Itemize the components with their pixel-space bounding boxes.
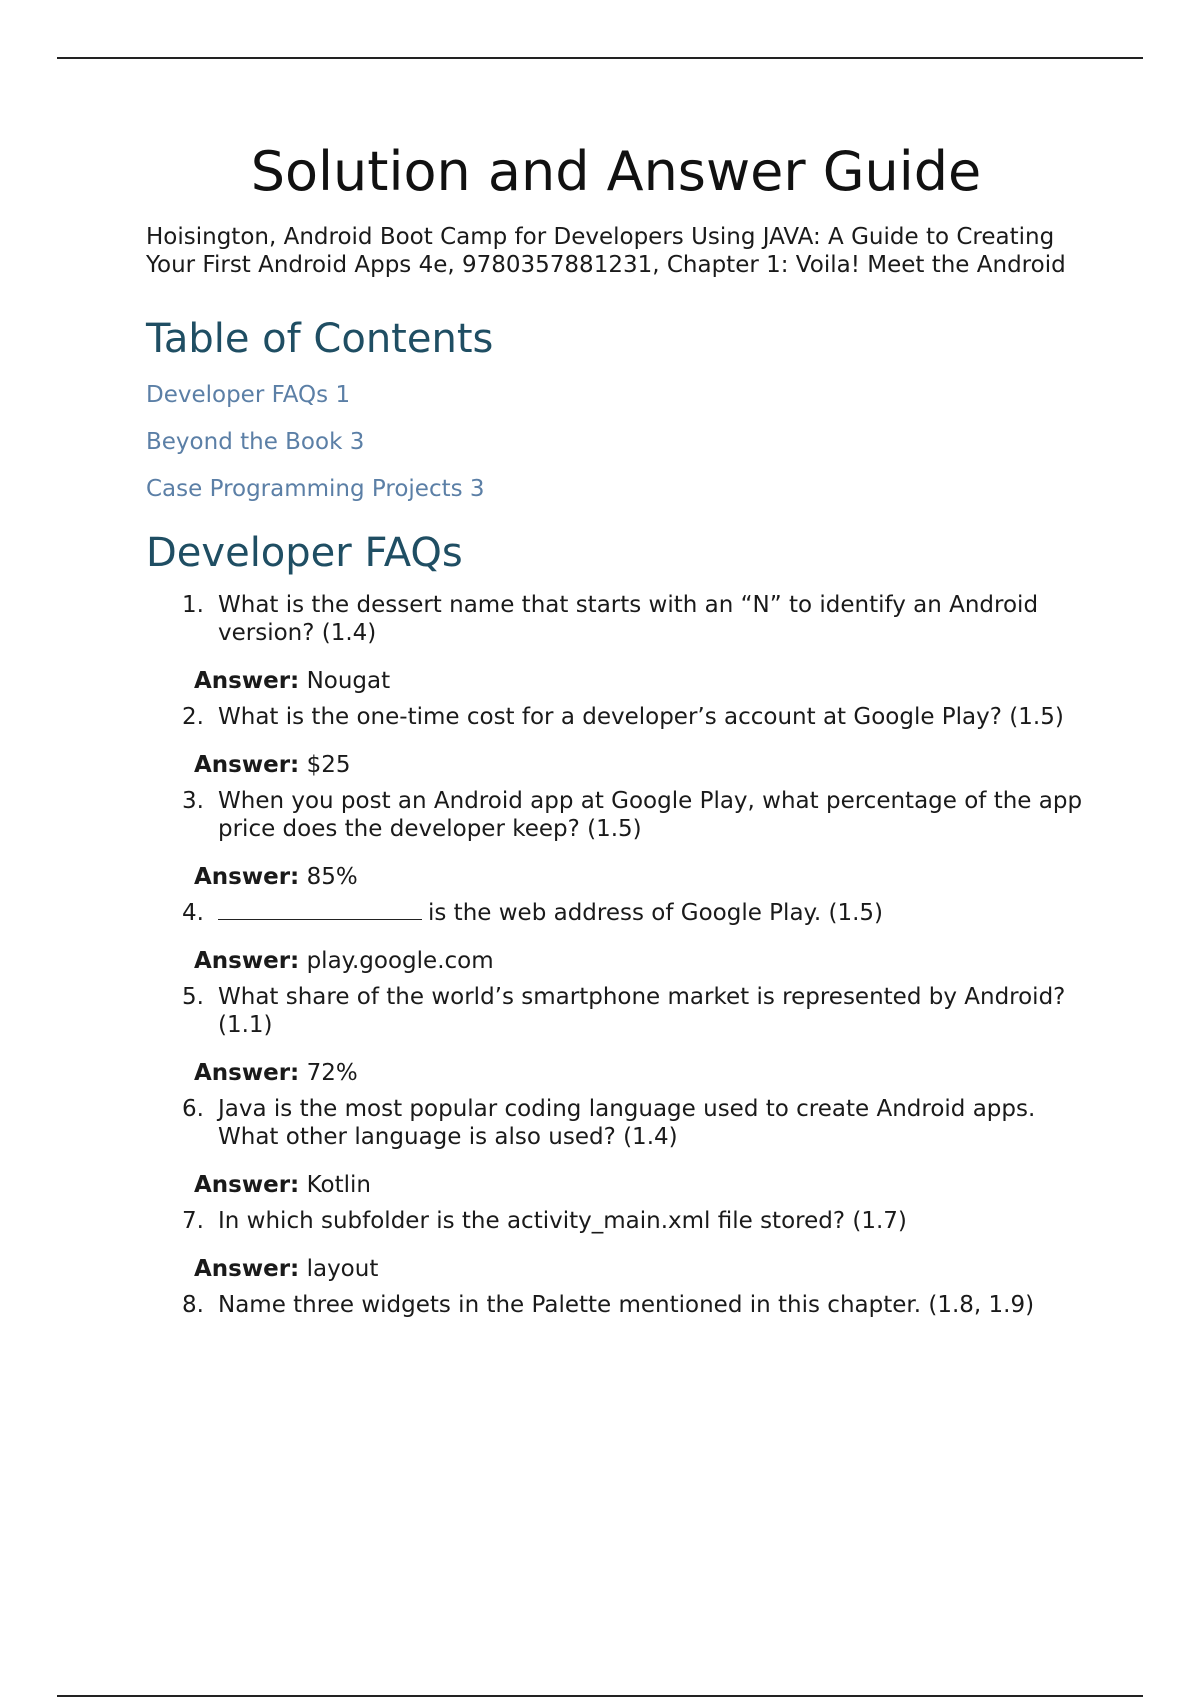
- faq-item: [146, 1291, 1086, 1319]
- question-number: 8.: [182, 1291, 204, 1318]
- question-text: Name three widgets in the Palette mentioned in this chapter. (1.8, 1.9): [218, 1291, 1035, 1318]
- faq-item: [146, 787, 1086, 891]
- faq-answer: [194, 863, 1086, 891]
- toc-entry-label: Developer FAQs: [146, 381, 329, 408]
- toc-link-developer-faqs[interactable]: [146, 382, 350, 408]
- question-number: 3.: [182, 787, 204, 814]
- answer-label: Answer:: [194, 1255, 300, 1282]
- faq-question: [146, 703, 1086, 731]
- answer-text: Kotlin: [306, 1171, 371, 1198]
- question-number: 2.: [182, 703, 204, 730]
- faq-question: [146, 983, 1086, 1039]
- faq-question: [146, 1207, 1086, 1235]
- answer-text: play.google.com: [306, 947, 494, 974]
- toc-entry-label: Beyond the Book: [146, 428, 343, 455]
- faq-answer: [194, 947, 1086, 975]
- document-body: [146, 140, 1086, 1327]
- faq-item: [146, 703, 1086, 779]
- question-number: 1.: [182, 591, 204, 618]
- faq-question: [146, 1291, 1086, 1319]
- faq-answer: [194, 751, 1086, 779]
- answer-text: 85%: [306, 863, 358, 890]
- toc-entry-page: 3: [469, 475, 485, 502]
- question-text: Java is the most popular coding language used to create Android apps. What other language is also used? (1.4): [218, 1095, 1036, 1150]
- faq-heading: Developer FAQs: [146, 529, 463, 576]
- faq-answer: [194, 1255, 1086, 1283]
- faq-item: [146, 1095, 1086, 1199]
- answer-label: Answer:: [194, 751, 300, 778]
- toc-entry-page: 3: [349, 428, 365, 455]
- fill-in-blank: [218, 899, 422, 920]
- faq-question: [146, 899, 1086, 927]
- faq-item: [146, 899, 1086, 975]
- faq-item: [146, 1207, 1086, 1283]
- faq-question: [146, 591, 1086, 647]
- faq-item: [146, 983, 1086, 1087]
- answer-label: Answer:: [194, 947, 300, 974]
- answer-label: Answer:: [194, 863, 300, 890]
- answer-text: layout: [306, 1255, 379, 1282]
- toc-link-case-programming-projects[interactable]: [146, 476, 485, 502]
- question-number: 7.: [182, 1207, 204, 1234]
- answer-label: Answer:: [194, 667, 300, 694]
- toc-entry-beyond-the-book[interactable]: [146, 428, 1086, 456]
- faq-item: [146, 591, 1086, 695]
- question-number: 4.: [182, 899, 204, 926]
- question-text: is the web address of Google Play. (1.5): [428, 899, 884, 926]
- toc-entry-label: Case Programming Projects: [146, 475, 463, 502]
- table-of-contents: [146, 381, 1086, 503]
- faq-list: [146, 591, 1086, 1319]
- answer-text: 72%: [306, 1059, 358, 1086]
- toc-heading: Table of Contents: [146, 315, 494, 362]
- toc-entry-page: 1: [335, 381, 351, 408]
- toc-entry-developer-faqs[interactable]: [146, 381, 1086, 409]
- question-text: When you post an Android app at Google Play, what percentage of the app price does the developer keep? (1.5): [218, 787, 1083, 842]
- faq-question: [146, 1095, 1086, 1151]
- faq-answer: [194, 1059, 1086, 1087]
- answer-label: Answer:: [194, 1171, 300, 1198]
- question-text: What share of the world’s smartphone market is represented by Android? (1.1): [218, 983, 1066, 1038]
- toc-link-beyond-the-book[interactable]: [146, 429, 364, 455]
- answer-label: Answer:: [194, 1059, 300, 1086]
- faq-answer: [194, 1171, 1086, 1199]
- top-rule: [57, 57, 1143, 59]
- question-text: What is the dessert name that starts with an “N” to identify an Android version? (1.4): [218, 591, 1039, 646]
- question-text: What is the one-time cost for a developer’s account at Google Play? (1.5): [218, 703, 1064, 730]
- document-title: Solution and Answer Guide: [250, 140, 982, 203]
- faq-answer: [194, 667, 1086, 695]
- answer-text: $25: [306, 751, 351, 778]
- faq-question: [146, 787, 1086, 843]
- book-citation: Hoisington, Android Boot Camp for Developers Using JAVA: A Guide to Creating Your First Android Apps 4e, 9780357881231, Chapter 1: Voila! Meet the Android: [146, 223, 1066, 278]
- bottom-rule: [57, 1695, 1143, 1697]
- toc-entry-case-programming-projects[interactable]: [146, 475, 1086, 503]
- question-number: 5.: [182, 983, 204, 1010]
- answer-text: Nougat: [306, 667, 391, 694]
- question-number: 6.: [182, 1095, 204, 1122]
- question-text: In which subfolder is the activity_main.xml file stored? (1.7): [218, 1207, 907, 1234]
